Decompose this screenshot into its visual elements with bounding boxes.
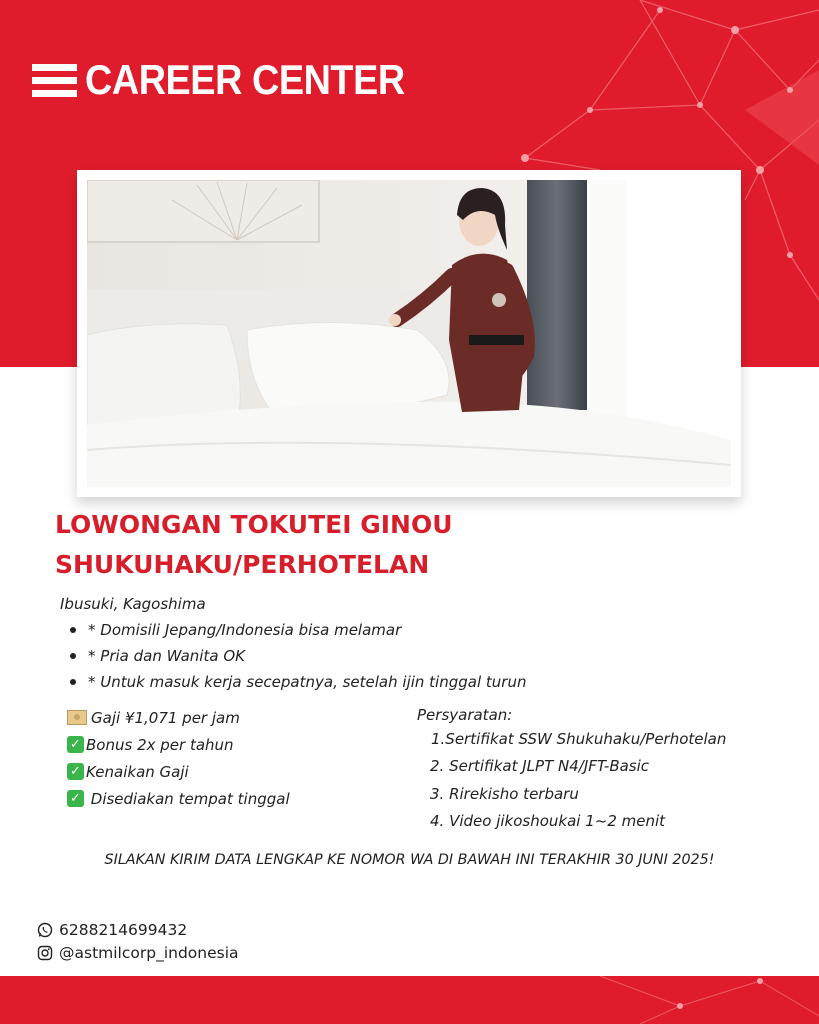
benefit-text: Kenaikan Gaji [86, 762, 189, 781]
highlight-item: * Untuk masuk kerja secepatnya, setelah ijin tinggal turun [70, 669, 526, 695]
highlight-item: * Pria dan Wanita OK [70, 643, 526, 669]
job-title-line1: LOWONGAN TOKUTEI GINOU [55, 510, 453, 539]
benefit-text: Gaji ¥1,071 per jam [91, 708, 240, 727]
check-icon: ✓ [67, 736, 84, 753]
highlights-list [70, 617, 526, 695]
check-icon: ✓ [67, 790, 84, 807]
benefit-bonus [67, 731, 290, 758]
check-icon: ✓ [67, 763, 84, 780]
deadline-notice: SILAKAN KIRIM DATA LENGKAP KE NOMOR WA DI BAWAH INI TERAKHIR 30 JUNI 2025! [104, 852, 715, 868]
hotel-housekeeping-photo-icon [87, 180, 731, 487]
requirement-item: 3. Rirekisho terbaru [430, 784, 579, 803]
contact-instagram[interactable] [37, 944, 239, 962]
network-pattern-footer-icon [0, 976, 819, 1024]
requirement-item: 1.Sertifikat SSW Shukuhaku/Perhotelan [431, 730, 727, 748]
logo-text: CAREER CENTER [85, 56, 405, 103]
benefit-text: Bonus 2x per tahun [86, 735, 234, 754]
requirements-list [417, 726, 726, 835]
benefits-list [67, 704, 290, 812]
requirements-title: Persyaratan: [417, 706, 513, 724]
phone-number: 6288214699432 [59, 921, 188, 939]
requirements-section [417, 704, 726, 835]
benefit-housing [67, 785, 290, 812]
whatsapp-icon [37, 922, 53, 938]
instagram-icon [37, 945, 53, 961]
footer-band [0, 976, 819, 1024]
hero-photo-frame [77, 170, 741, 497]
requirement-item: 4. Video jikoshoukai 1~2 menit [430, 811, 666, 830]
job-location: Ibusuki, Kagoshima [60, 595, 206, 613]
career-center-logo [32, 56, 440, 104]
instagram-handle: @astmilcorp_indonesia [59, 944, 239, 962]
highlight-item: * Domisili Jepang/Indonesia bisa melamar [70, 617, 526, 643]
benefit-salary [67, 704, 290, 731]
contact-phone[interactable] [37, 921, 187, 939]
menu-lines-icon [32, 60, 77, 100]
job-title-line2: SHUKUHAKU/PERHOTELAN [55, 550, 430, 579]
money-icon [67, 710, 87, 725]
requirement-item: 2. Sertifikat JLPT N4/JFT-Basic [430, 757, 650, 776]
benefit-text: Disediakan tempat tinggal [86, 789, 290, 808]
benefit-raise [67, 758, 290, 785]
